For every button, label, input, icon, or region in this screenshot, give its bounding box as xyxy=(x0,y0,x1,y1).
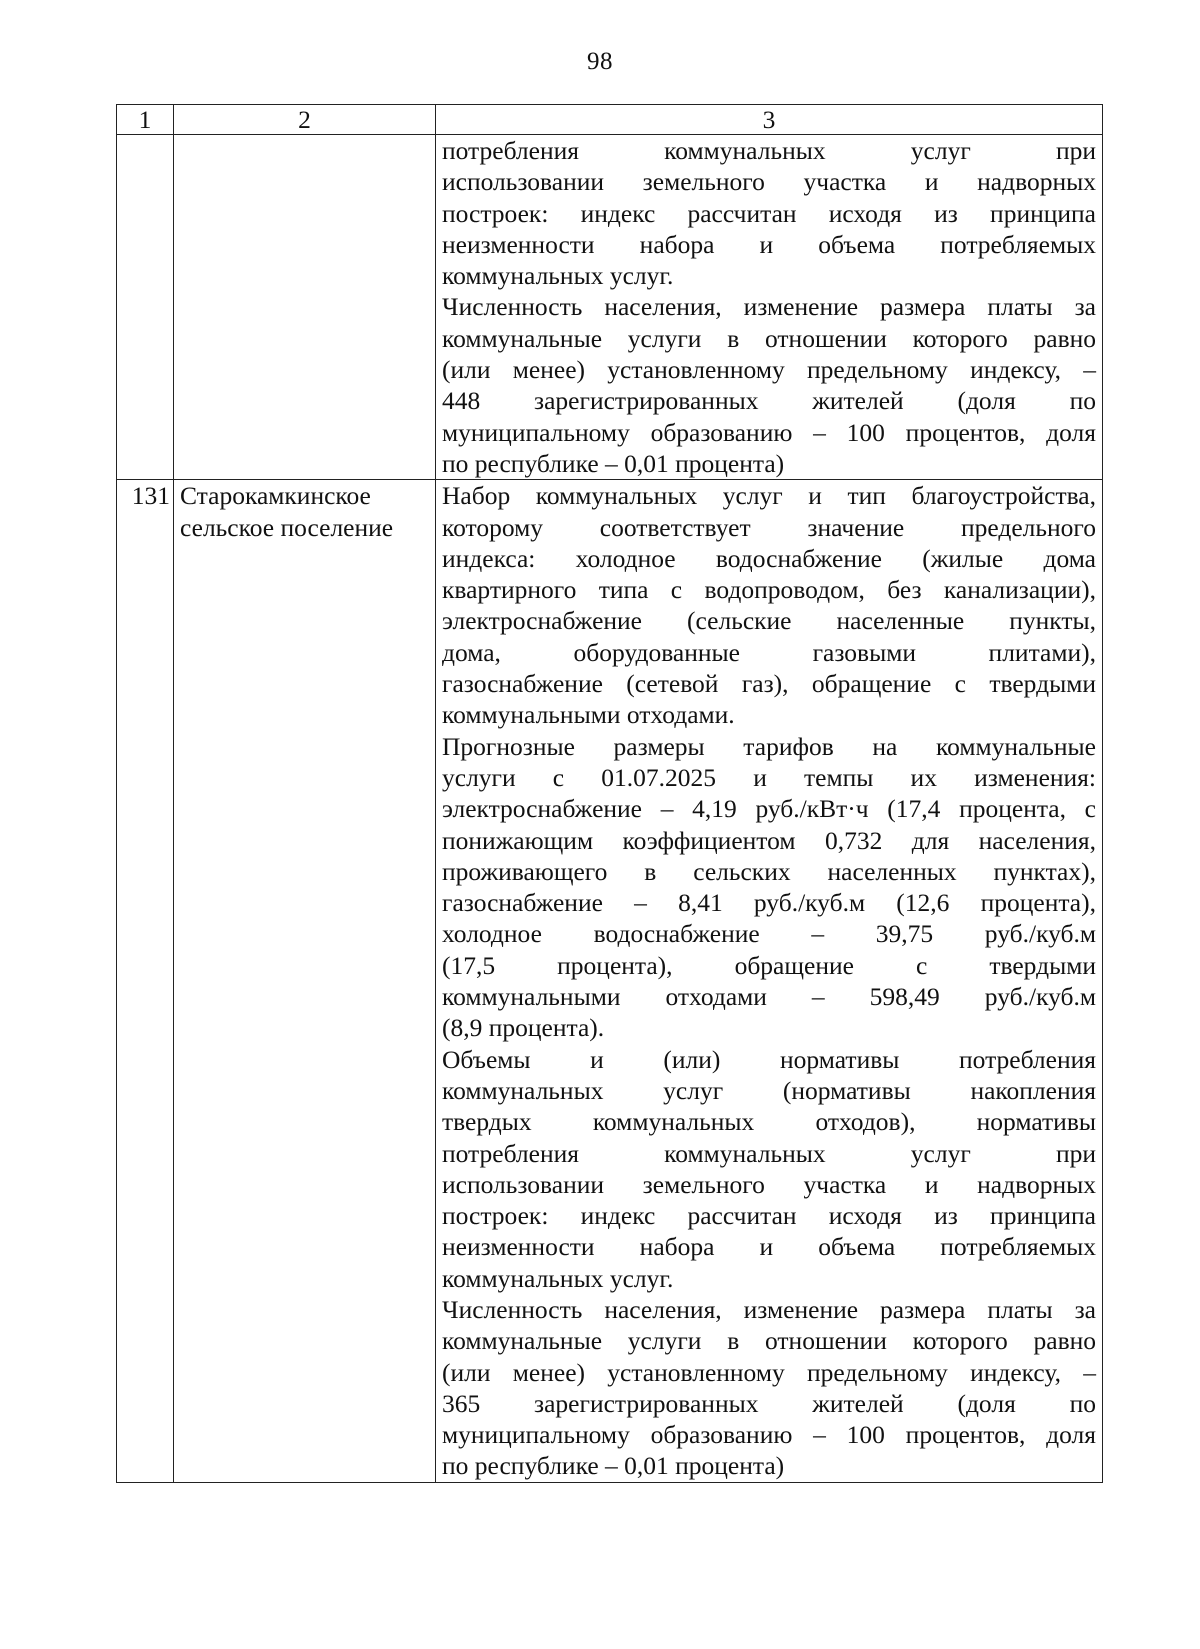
description-line: использовании земельного участка и надворных xyxy=(442,167,1096,197)
table-header-row xyxy=(117,105,1103,135)
description-line: коммунальных услуг (нормативы накопления xyxy=(442,1075,1096,1105)
description-line: Численность населения, изменение размера платы за xyxy=(442,1294,1096,1324)
description-line: Прогнозные размеры тарифов на коммунальные xyxy=(442,731,1096,761)
description-line: твердых коммунальных отходов), нормативы xyxy=(442,1107,1096,1137)
description-line: коммунальных услуг. xyxy=(442,261,674,291)
description-line: (или менее) установленному предельному индексу, – xyxy=(442,355,1096,385)
description-line: (или менее) установленному предельному индексу, – xyxy=(442,1357,1096,1387)
description-line: построек: индекс рассчитан исходя из принципа xyxy=(442,1201,1096,1231)
description-line: коммунальными отходами – 598,49 руб./куб.м xyxy=(442,982,1096,1012)
description-line: по республике – 0,01 процента) xyxy=(442,1451,785,1481)
description-line: муниципальному образованию – 100 процентов, доля xyxy=(442,1420,1096,1450)
municipality-name-line: сельское поселение xyxy=(180,512,394,542)
document-table xyxy=(116,104,1103,1483)
description-line: дома, оборудованные газовыми плитами), xyxy=(442,637,1096,667)
description-line: Численность населения, изменение размера платы за xyxy=(442,292,1096,322)
description-line: газоснабжение – 8,41 руб./куб.м (12,6 процента), xyxy=(442,888,1096,918)
description-line: понижающим коэффициентом 0,732 для населения, xyxy=(442,825,1096,855)
description-cell xyxy=(436,480,1103,1483)
description-cell xyxy=(436,135,1103,480)
description-line: Набор коммунальных услуг и тип благоустройства, xyxy=(442,481,1096,511)
description-line: построек: индекс рассчитан исходя из принципа xyxy=(442,198,1096,228)
row-number-cell: 131 xyxy=(117,480,174,1483)
description-line: индекса: холодное водоснабжение (жилые дома xyxy=(442,543,1096,573)
description-line: потребления коммунальных услуг при xyxy=(442,1138,1096,1168)
description-line: неизменности набора и объема потребляемых xyxy=(442,1232,1096,1262)
description-line: (17,5 процента), обращение с твердыми xyxy=(442,950,1096,980)
description-line: по республике – 0,01 процента) xyxy=(442,448,785,478)
municipality-name-line: Старокамкинское xyxy=(180,481,371,511)
description-line: квартирного типа с водопроводом, без канализации), xyxy=(442,575,1096,605)
description-line: использовании земельного участка и надворных xyxy=(442,1169,1096,1199)
description-line: муниципальному образованию – 100 процентов, доля xyxy=(442,417,1096,447)
header-cell-3: 3 xyxy=(436,105,1103,135)
description-line: холодное водоснабжение – 39,75 руб./куб.м xyxy=(442,919,1096,949)
description-line: коммунальными отходами. xyxy=(442,700,735,730)
table-row xyxy=(117,480,1103,1483)
header-cell-2: 2 xyxy=(174,105,436,135)
description-line: которому соответствует значение предельного xyxy=(442,512,1096,542)
page-number: 98 xyxy=(587,48,613,75)
municipality-name-cell xyxy=(174,135,436,480)
municipality-name-cell xyxy=(174,480,436,1483)
table-row xyxy=(117,135,1103,480)
description-line: услуги с 01.07.2025 и темпы их изменения: xyxy=(442,762,1096,792)
description-line: 448 зарегистрированных жителей (доля по xyxy=(442,386,1096,416)
description-line: газоснабжение (сетевой газ), обращение с твердыми xyxy=(442,669,1096,699)
description-line: (8,9 процента). xyxy=(442,1013,605,1043)
description-line: Объемы и (или) нормативы потребления xyxy=(442,1044,1096,1074)
header-cell-1: 1 xyxy=(117,105,174,135)
row-number-cell xyxy=(117,135,174,480)
description-line: коммунальные услуги в отношении которого равно xyxy=(442,323,1096,353)
description-line: коммунальных услуг. xyxy=(442,1263,674,1293)
description-line: электроснабжение – 4,19 руб./кВт·ч (17,4 процента, с xyxy=(442,794,1096,824)
description-line: электроснабжение (сельские населенные пункты, xyxy=(442,606,1096,636)
description-line: 365 зарегистрированных жителей (доля по xyxy=(442,1388,1096,1418)
description-line: неизменности набора и объема потребляемых xyxy=(442,229,1096,259)
description-line: коммунальные услуги в отношении которого равно xyxy=(442,1326,1096,1356)
description-line: потребления коммунальных услуг при xyxy=(442,136,1096,165)
description-line: проживающего в сельских населенных пунктах), xyxy=(442,856,1096,886)
